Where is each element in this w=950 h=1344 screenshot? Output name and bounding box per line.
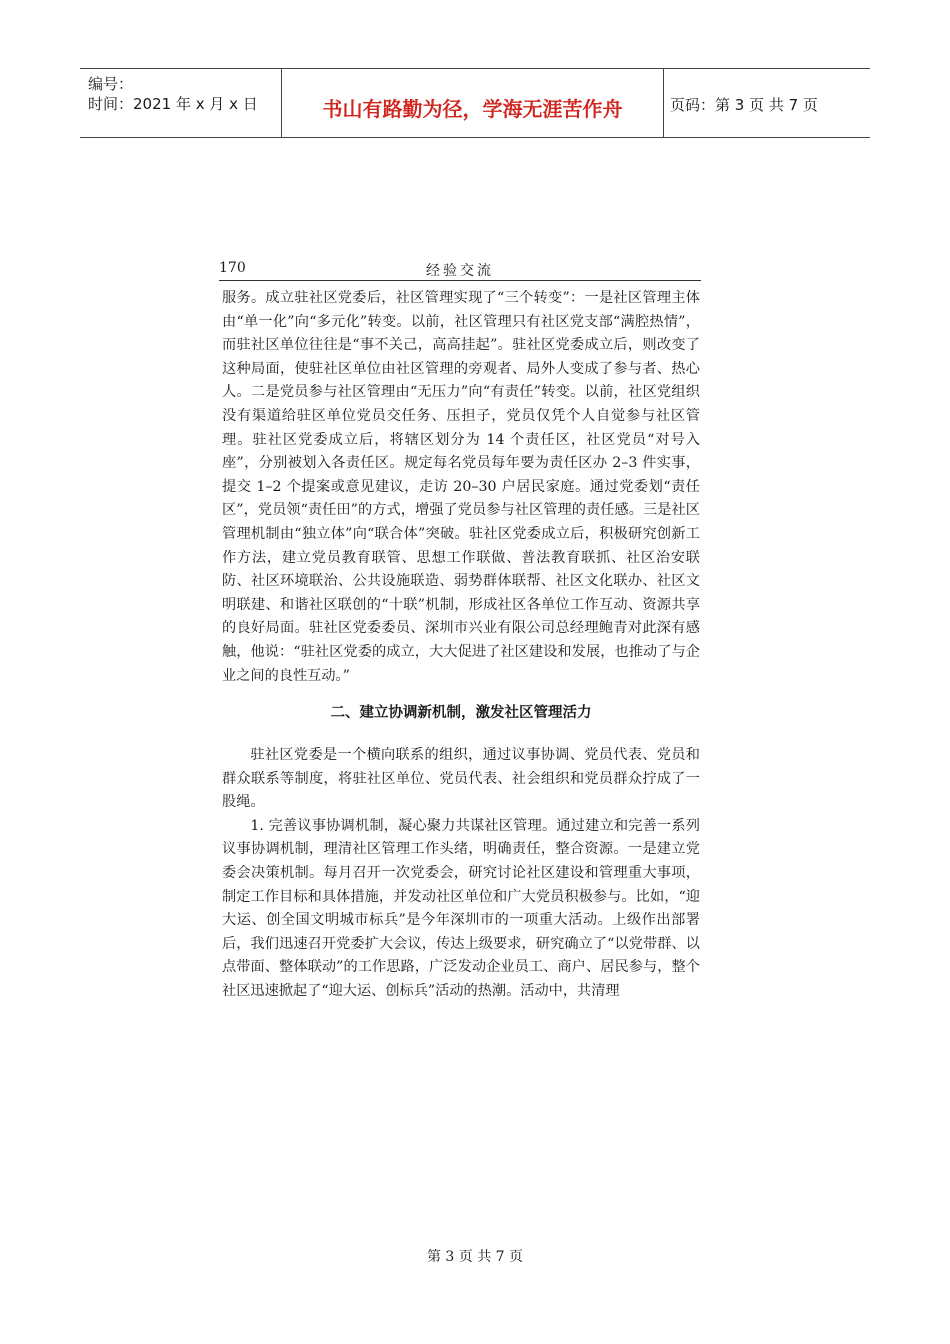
- paragraph: 1. 完善议事协调机制，凝心聚力共谋社区管理。通过建立和完善一系列议事协调机制，理清社区管理工作头绪，明确责任，整合资源。一是建立党委会决策机制。每月召开一次党委会，研究讨论社区建设和管理重大事项，制定工作目标和具体措施，并发动社区单位和广大党员积极参与。比如，“迎大运、创全国文明城市标兵”是今年深圳市的一项重大活动。上级作出部署后，我们迅速召开党委扩大会议，传达上级要求，研究确立了“以党带群、以点带面、整体联动”的工作思路，广泛发动企业员工、商户、居民参与，整个社区迅速掀起了“迎大运、创标兵”活动的热潮。活动中，共清理: [222, 817, 700, 999]
- section-title: 经验交流: [426, 263, 494, 279]
- document-code: 编号：: [88, 75, 134, 93]
- section-heading: 二、建立协调新机制，激发社区管理活力: [330, 705, 592, 721]
- motto: 书山有路勤为径，学海无涯苦作舟: [322, 97, 623, 121]
- document-date: 时间：2021 年 x 月 x 日: [88, 95, 258, 113]
- paragraph: 驻社区党委是一个横向联系的组织，通过议事协调、党员代表、党员和群众联系等制度，将驻社区单位、党员代表、社会组织和党员群众拧成了一股绳。: [222, 747, 700, 811]
- header-table: [80, 68, 870, 138]
- body-text-top: [222, 287, 700, 688]
- running-head: [219, 260, 701, 281]
- page-footer: 第 3 页 共 7 页: [426, 1249, 524, 1265]
- journal-page-number: 170: [219, 260, 246, 276]
- body-text-bottom: [222, 744, 700, 1004]
- page-indicator: 页码：第 3 页 共 7 页: [670, 96, 818, 114]
- header-center-cell: [282, 69, 664, 137]
- header-right-cell: [664, 69, 870, 137]
- paragraph: 服务。成立驻社区党委后，社区管理实现了“三个转变”：一是社区管理主体由“单一化”向“多元化”转变。以前，社区管理只有社区党支部“满腔热情”，而驻社区单位往往是“事不关己，高高挂起”。驻社区党委成立后，则改变了这种局面，使驻社区单位由社区管理的旁观者、局外人变成了参与者、热心人。二是党员参与社区管理由“无压力”向“有责任”转变。以前，社区党组织没有渠道给驻区单位党员交任务、压担子，党员仅凭个人自觉参与社区管理。驻社区党委成立后，将辖区划分为 14 个责任区，社区党员“对号入座”，分别被划入各责任区。规定每名党员每年要为责任区办 2–3 件实事，提交 1–2 个提案或意见建议，走访 20–30 户居民家庭。通过党委划“责任区”，党员领“责任田”的方式，增强了党员参与社区管理的责任感。三是社区管理机制由“独立体”向“联合体”突破。驻社区党委成立后，积极研究创新工作方法，建立党员教育联管、思想工作联做、普法教育联抓、社区治安联防、社区环境联治、公共设施联造、弱势群体联帮、社区文化联办、社区文明联建、和谐社区联创的“十联”机制，形成社区各单位工作互动、资源共享的良好局面。驻社区党委委员、深圳市兴业有限公司总经理鲍青对此深有感触，他说：“驻社区党委的成立，大大促进了社区建设和发展，也推动了与企业之间的良性互动。”: [222, 290, 700, 684]
- header-left-cell: [80, 69, 282, 137]
